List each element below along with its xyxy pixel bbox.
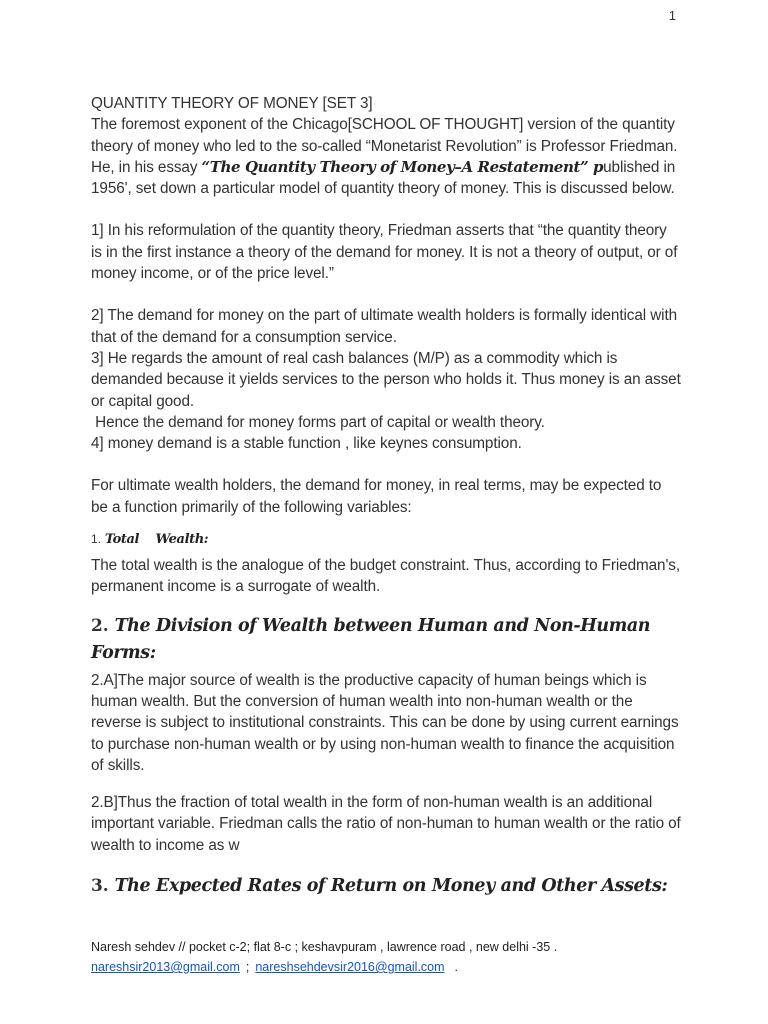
variables-intro: For ultimate wealth holders, the demand for money, in real terms, may be expected to be a function primarily of the following variables:: [91, 477, 662, 516]
section-2-heading: [91, 612, 681, 666]
point-3-continued: Hence the demand for money forms part of capital or wealth theory.: [91, 413, 545, 431]
point-4: 4] money demand is a stable function , like keynes consumption.: [91, 435, 522, 453]
footer-address: Naresh sehdev // pocket c-2; flat 8-c ; keshavpuram , lawrence road , new delhi -35 .: [91, 940, 558, 954]
section-3-heading: [91, 872, 681, 899]
section-2a-text: 2.A]The major source of wealth is the productive capacity of human beings which is human wealth. But the conversion of human wealth into non-human wealth or the reverse is subject to institutional constraints. This can be done by using current earnings to purchase non-human wealth or by using non-human wealth to finance the acquisition of skills.: [91, 671, 679, 774]
footer-contacts: [91, 957, 691, 977]
section-2b-text: 2.B]Thus the fraction of total wealth in the form of non-human wealth is an additional important variable. Friedman calls the ratio of non-human to human wealth or the ratio of wealth to income as w: [91, 794, 681, 854]
section-1-title: Total Wealth:: [104, 532, 209, 548]
essay-title: “The Quantity Theory of Money–A Restatement” p: [201, 157, 604, 176]
page-number: 1: [668, 8, 676, 23]
section-1-text: The total wealth is the analogue of the budget constraint. Thus, according to Friedman's, permanent income is a surrogate of wealth.: [91, 557, 680, 596]
intro-text-end: ublished in 1956', set down a particular model of quantity theory of money. This is discussed below.: [91, 158, 676, 198]
email-link-2[interactable]: nareshsehdevsir2016@gmail.com: [255, 960, 445, 974]
point-3: 3] He regards the amount of real cash balances (M/P) as a commodity which is demanded because it yields services to the person who holds it. Thus money is an asset or capital good.: [91, 349, 681, 410]
section-3-number: 3.: [91, 876, 109, 897]
footer-end: .: [454, 960, 459, 974]
document-body: [91, 93, 681, 899]
point-1: 1] In his reformulation of the quantity theory, Friedman asserts that “the quantity theory is in the first instance a theory of the demand for money. It is not a theory of output, or of money income, or of the price level.”: [91, 222, 678, 283]
footer-separator: ;: [245, 960, 250, 974]
section-1-number: 1.: [91, 532, 101, 547]
intro-paragraph: [91, 114, 681, 199]
email-link-1[interactable]: nareshsir2013@gmail.com: [91, 960, 240, 974]
intro-text-start: The foremost exponent of the Chicago[SCHOOL OF THOUGHT] version of the quantity theory of money who led to the so-called “Monetarist Revolution” is Professor Friedman. He, in his essay: [91, 116, 678, 176]
page-footer: [91, 937, 691, 977]
document-title: QUANTITY THEORY OF MONEY [SET 3]: [91, 95, 373, 112]
point-2: 2] The demand for money on the part of ultimate wealth holders is formally identical with that of the demand for a consumption service.: [91, 307, 677, 346]
section-3-title: The Expected Rates of Return on Money and Other Assets:: [114, 876, 668, 897]
section-1-heading: [91, 528, 681, 550]
section-2-number: 2.: [91, 615, 109, 636]
section-2-title: The Division of Wealth between Human and Non-Human Forms:: [91, 615, 651, 663]
